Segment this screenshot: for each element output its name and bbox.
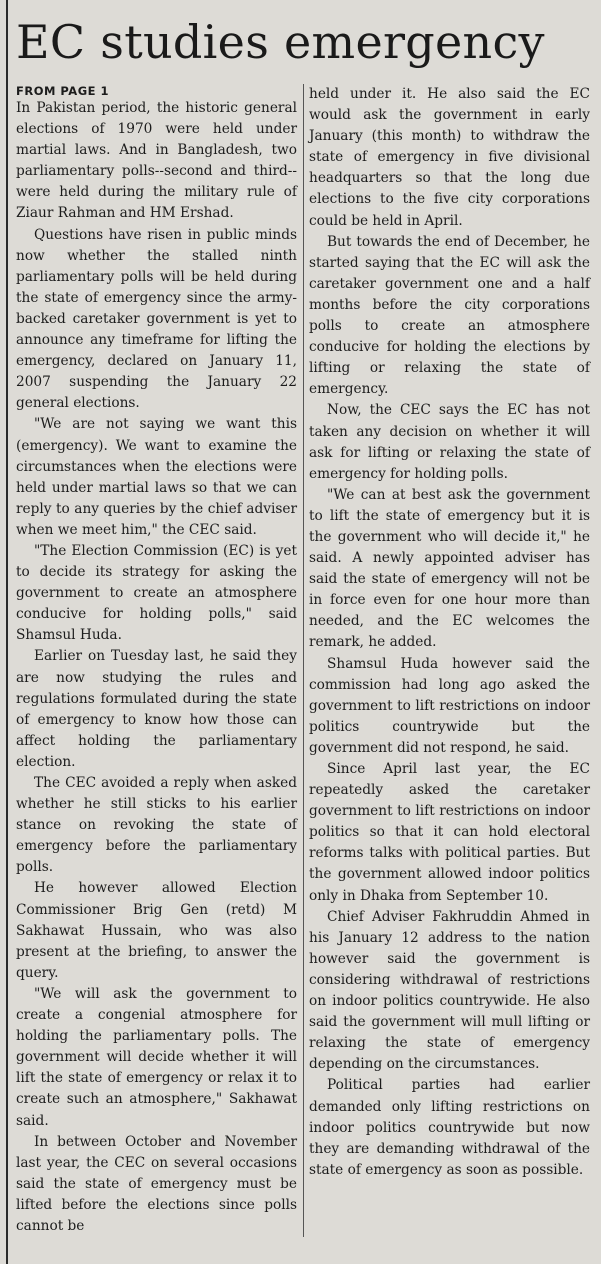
paragraph: held under it. He also said the EC would ask the government in early January (this month) to withdraw the state of emergency in five divisional headquarters so that the long due elections to the five city corporations could be held in April. xyxy=(309,86,590,229)
paragraph: He however allowed Election Commissioner Brig Gen (retd) M Sakhawat Hussain, who was also present at the briefing, to answer the query. xyxy=(16,880,297,981)
paragraph: Now, the CEC says the EC has not taken any decision on whether it will ask for lifting or relaxing the state of emergency for holding polls. xyxy=(309,402,590,482)
paragraph: Chief Adviser Fakhruddin Ahmed in his January 12 address to the nation however said the government is considering withdrawal of restrictions on indoor politics countrywide. He also said the government will mull lifting or relaxing the state of emergency depending on the circumstances. xyxy=(309,908,590,1073)
paragraph: Shamsul Huda however said the commission had long ago asked the government to lift restrictions on indoor politics countrywide but the government did not respond, he said. xyxy=(309,655,590,756)
paragraph: Questions have risen in public minds now whether the stalled ninth parliamentary polls will be held during the state of emergency since the army-backed caretaker government is yet to announce any timeframe for lifting the emergency, declared on January 11, 2007 suspending the January 22 general elections. xyxy=(16,226,297,412)
paragraph: Political parties had earlier demanded only lifting restrictions on indoor politics countrywide but now they are demanding withdrawal of the state of emergency as soon as possible. xyxy=(309,1077,590,1178)
paragraph: "We will ask the government to create a congenial atmosphere for holding the parliamentary polls. The government will decide whether it will lift the state of emergency or relax it to create such an atmosphere," Sakhawat said. xyxy=(16,985,297,1129)
paragraph: The CEC avoided a reply when asked whether he still sticks to his earlier stance on revoking the state of emergency before the parliamentary polls. xyxy=(16,775,297,876)
column-left xyxy=(16,84,297,1237)
paragraph: "We can at best ask the government to lift the state of emergency but it is the government who will decide it," he said. A newly appointed adviser has said the state of emergency will not be in force even for one hour more than needed, and the EC welcomes the remark, he added. xyxy=(309,486,590,651)
paragraph: "The Election Commission (EC) is yet to decide its strategy for asking the government to create an atmosphere conducive for holding polls," said Shamsul Huda. xyxy=(16,542,297,644)
paragraph: Earlier on Tuesday last, he said they are now studying the rules and regulations formulated during the state of emergency to know how those can affect holding the parliamentary election. xyxy=(16,648,297,770)
headline: EC studies emergency xyxy=(16,15,545,69)
column-right xyxy=(309,84,590,1237)
paragraph: But towards the end of December, he started saying that the EC will ask the caretaker government one and a half months before the city corporations polls to create an atmosphere conducive for holding the elections by lifting or relaxing the state of emergency. xyxy=(309,233,590,398)
paragraph: In between October and November last year, the CEC on several occasions said the state of emergency must be lifted before the elections since polls cannot be xyxy=(16,1133,297,1234)
kicker: FROM PAGE 1 xyxy=(16,84,110,98)
paragraph: Since April last year, the EC repeatedly asked the caretaker government to lift restrictions on indoor politics so that it can hold electoral reforms talks with political parties. But the government allowed indoor politics only in Dhaka from September 10. xyxy=(309,761,590,904)
article-body xyxy=(16,84,591,1237)
column-divider xyxy=(303,84,304,1237)
paragraph: In Pakistan period, the historic general elections of 1970 were held under martial laws. And in Bangladesh, two parliamentary polls--second and third-- were held during the military rule of Ziaur Rahman and HM Ershad. xyxy=(16,100,297,222)
left-column-rule xyxy=(6,0,8,1264)
paragraph: "We are not saying we want this (emergency). We want to examine the circumstances when the elections were held under martial laws so that we can reply to any queries by the chief adviser when we meet him," the CEC said. xyxy=(16,416,297,538)
